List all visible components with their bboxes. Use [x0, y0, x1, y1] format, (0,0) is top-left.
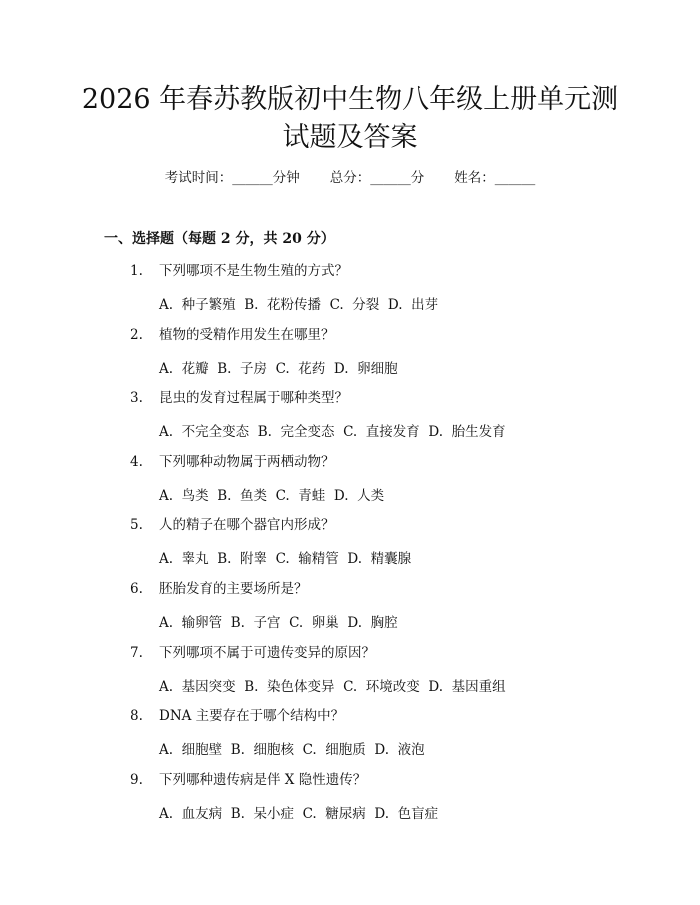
question-number: 4.	[130, 454, 143, 470]
question-options: A. 血友病 B. 呆小症 C. 糖尿病 D. 色盲症	[159, 806, 439, 822]
question-item	[0, 706, 700, 766]
question-options: A. 鸟类 B. 鱼类 C. 青蛙 D. 人类	[159, 488, 385, 504]
question-item	[0, 388, 700, 448]
question-options: A. 不完全变态 B. 完全变态 C. 直接发育 D. 胎生发育	[159, 424, 506, 440]
total-score-field: 总分：______分	[329, 170, 425, 186]
question-item	[0, 643, 700, 703]
question-text: 植物的受精作用发生在哪里？	[159, 327, 335, 343]
question-number: 2.	[130, 327, 143, 343]
question-options: A. 种子繁殖 B. 花粉传播 C. 分裂 D. 出芽	[159, 297, 439, 313]
question-number: 8.	[130, 708, 143, 724]
question-number: 9.	[130, 772, 143, 788]
question-number: 5.	[130, 517, 143, 533]
question-options: A. 睾丸 B. 附睾 C. 输精管 D. 精囊腺	[159, 551, 412, 567]
exam-meta-line	[0, 168, 700, 188]
exam-time-field: 考试时间：______分钟	[164, 170, 300, 186]
section-heading-multiple-choice: 一、选择题（每题 2 分，共 20 分）	[104, 231, 335, 247]
question-item	[0, 770, 700, 830]
question-text: 下列哪项不是生物生殖的方式？	[159, 263, 348, 279]
question-text: 下列哪项不属于可遗传变异的原因？	[159, 645, 375, 661]
question-text: 人的精子在哪个器官内形成？	[159, 517, 335, 533]
question-number: 3.	[130, 390, 143, 406]
question-item	[0, 579, 700, 639]
question-number: 6.	[130, 581, 143, 597]
question-text: 昆虫的发育过程属于哪种类型？	[159, 390, 348, 406]
question-text: 胚胎发育的主要场所是？	[159, 581, 308, 597]
question-number: 7.	[130, 645, 143, 661]
question-options: A. 输卵管 B. 子宫 C. 卵巢 D. 胸腔	[159, 615, 398, 631]
page-title-line-2: 试题及答案	[282, 122, 418, 153]
question-item	[0, 515, 700, 575]
student-name-field: 姓名：______	[454, 170, 536, 186]
question-item	[0, 452, 700, 512]
question-text: 下列哪种遗传病是伴 X 隐性遗传？	[159, 772, 367, 788]
question-text: DNA 主要存在于哪个结构中？	[159, 708, 345, 724]
question-options: A. 细胞壁 B. 细胞核 C. 细胞质 D. 液泡	[159, 742, 425, 758]
page-title-line-1: 2026 年春苏教版初中生物八年级上册单元测	[81, 84, 619, 115]
question-options: A. 花瓣 B. 子房 C. 花药 D. 卵细胞	[159, 361, 398, 377]
question-options: A. 基因突变 B. 染色体变异 C. 环境改变 D. 基因重组	[159, 679, 506, 695]
question-item	[0, 261, 700, 321]
question-text: 下列哪种动物属于两栖动物？	[159, 454, 335, 470]
question-item	[0, 325, 700, 385]
question-number: 1.	[130, 263, 143, 279]
